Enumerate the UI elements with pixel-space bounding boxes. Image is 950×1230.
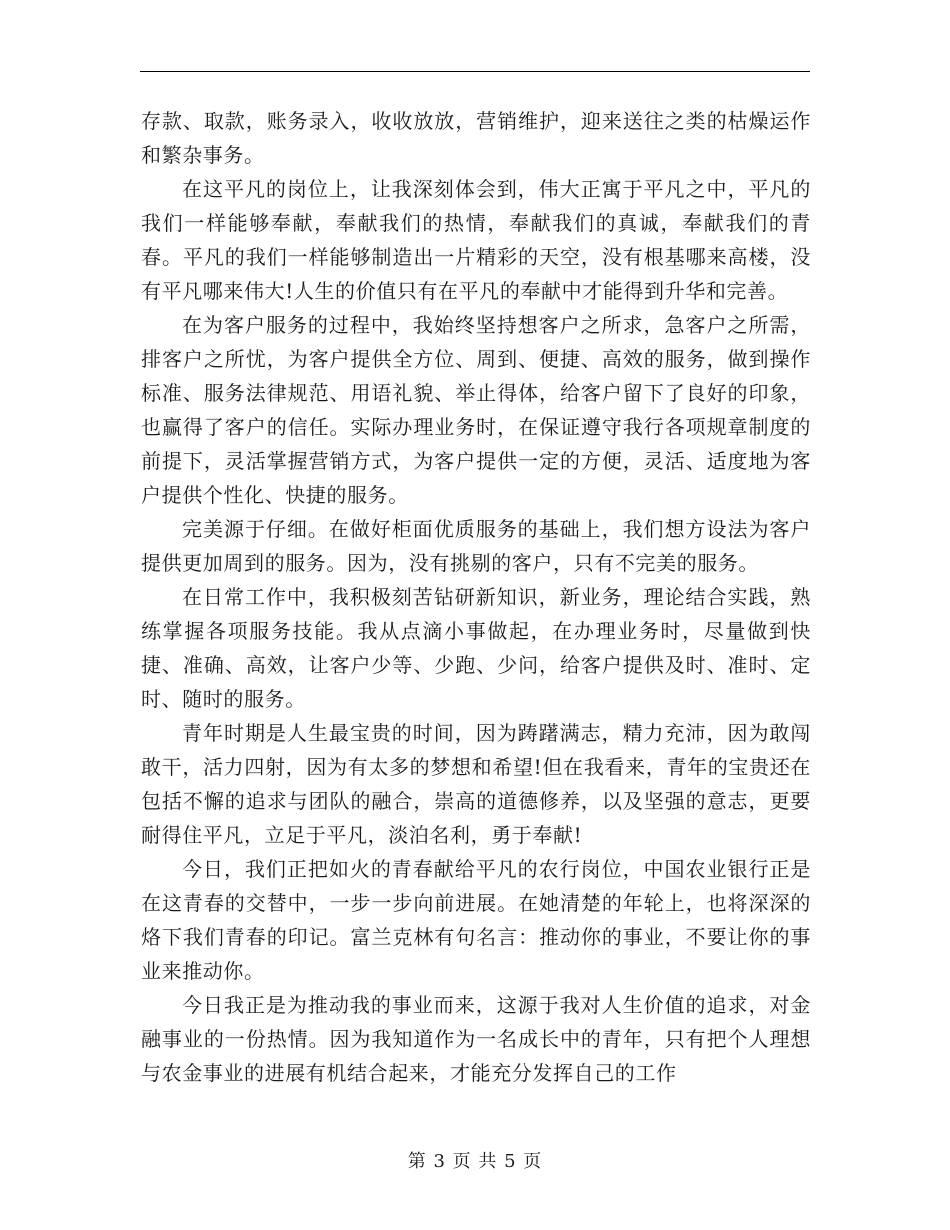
header-rule <box>140 71 810 72</box>
paragraph-6: 青年时期是人生最宝贵的时间，因为踌躇满志，精力充沛，因为敢闯敢干，活力四射，因为有太多的梦想和希望!但在我看来，青年的宝贵还在包括不懈的追求与团队的融合，崇高的道德修养，以及坚强的意志，更要耐得住平凡，立足于平凡，淡泊名利，勇于奉献! <box>141 721 811 847</box>
paragraph-5: 在日常工作中，我积极刻苦钻研新知识，新业务，理论结合实践，熟练掌握各项服务技能。我从点滴小事做起，在办理业务时，尽量做到快捷、准确、高效，让客户少等、少跑、少问，给客户提供及时、准时、定时、随时的服务。 <box>141 585 811 711</box>
document-body <box>141 104 811 1090</box>
paragraph-8: 今日我正是为推动我的事业而来，这源于我对人生价值的追求，对金融事业的一份热情。因为我知道作为一名成长中的青年，只有把个人理想与农金事业的进展有机结合起来，才能充分发挥自己的工作 <box>141 993 811 1085</box>
page-number-footer: 第 3 页 共 5 页 <box>407 1151 543 1172</box>
paragraph-3: 在为客户服务的过程中，我始终坚持想客户之所求，急客户之所需，排客户之所忧，为客户提供全方位、周到、便捷、高效的服务，做到操作标准、服务法律规范、用语礼貌、举止得体，给客户留下了良好的印象，也赢得了客户的信任。实际办理业务时，在保证遵守我行各项规章制度的前提下，灵活掌握营销方式，为客户提供一定的方便，灵活、适度地为客户提供个性化、快捷的服务。 <box>141 313 811 507</box>
paragraph-1: 存款、取款，账务录入，收收放放，营销维护，迎来送往之类的枯燥运作和繁杂事务。 <box>141 109 811 167</box>
paragraph-4: 完美源于仔细。在做好柜面优质服务的基础上，我们想方设法为客户提供更加周到的服务。因为，没有挑剔的客户，只有不完美的服务。 <box>141 517 811 575</box>
paragraph-2: 在这平凡的岗位上，让我深刻体会到，伟大正寓于平凡之中，平凡的我们一样能够奉献，奉献我们的热情，奉献我们的真诚，奉献我们的青春。平凡的我们一样能够制造出一片精彩的天空，没有根基哪来高楼，没有平凡哪来伟大!人生的价值只有在平凡的奉献中才能得到升华和完善。 <box>141 177 811 303</box>
paragraph-7: 今日，我们正把如火的青春献给平凡的农行岗位，中国农业银行正是在这青春的交替中，一步一步向前进展。在她清楚的年轮上，也将深深的烙下我们青春的印记。富兰克林有句名言：推动你的事业，不要让你的事业来推动你。 <box>141 857 811 983</box>
